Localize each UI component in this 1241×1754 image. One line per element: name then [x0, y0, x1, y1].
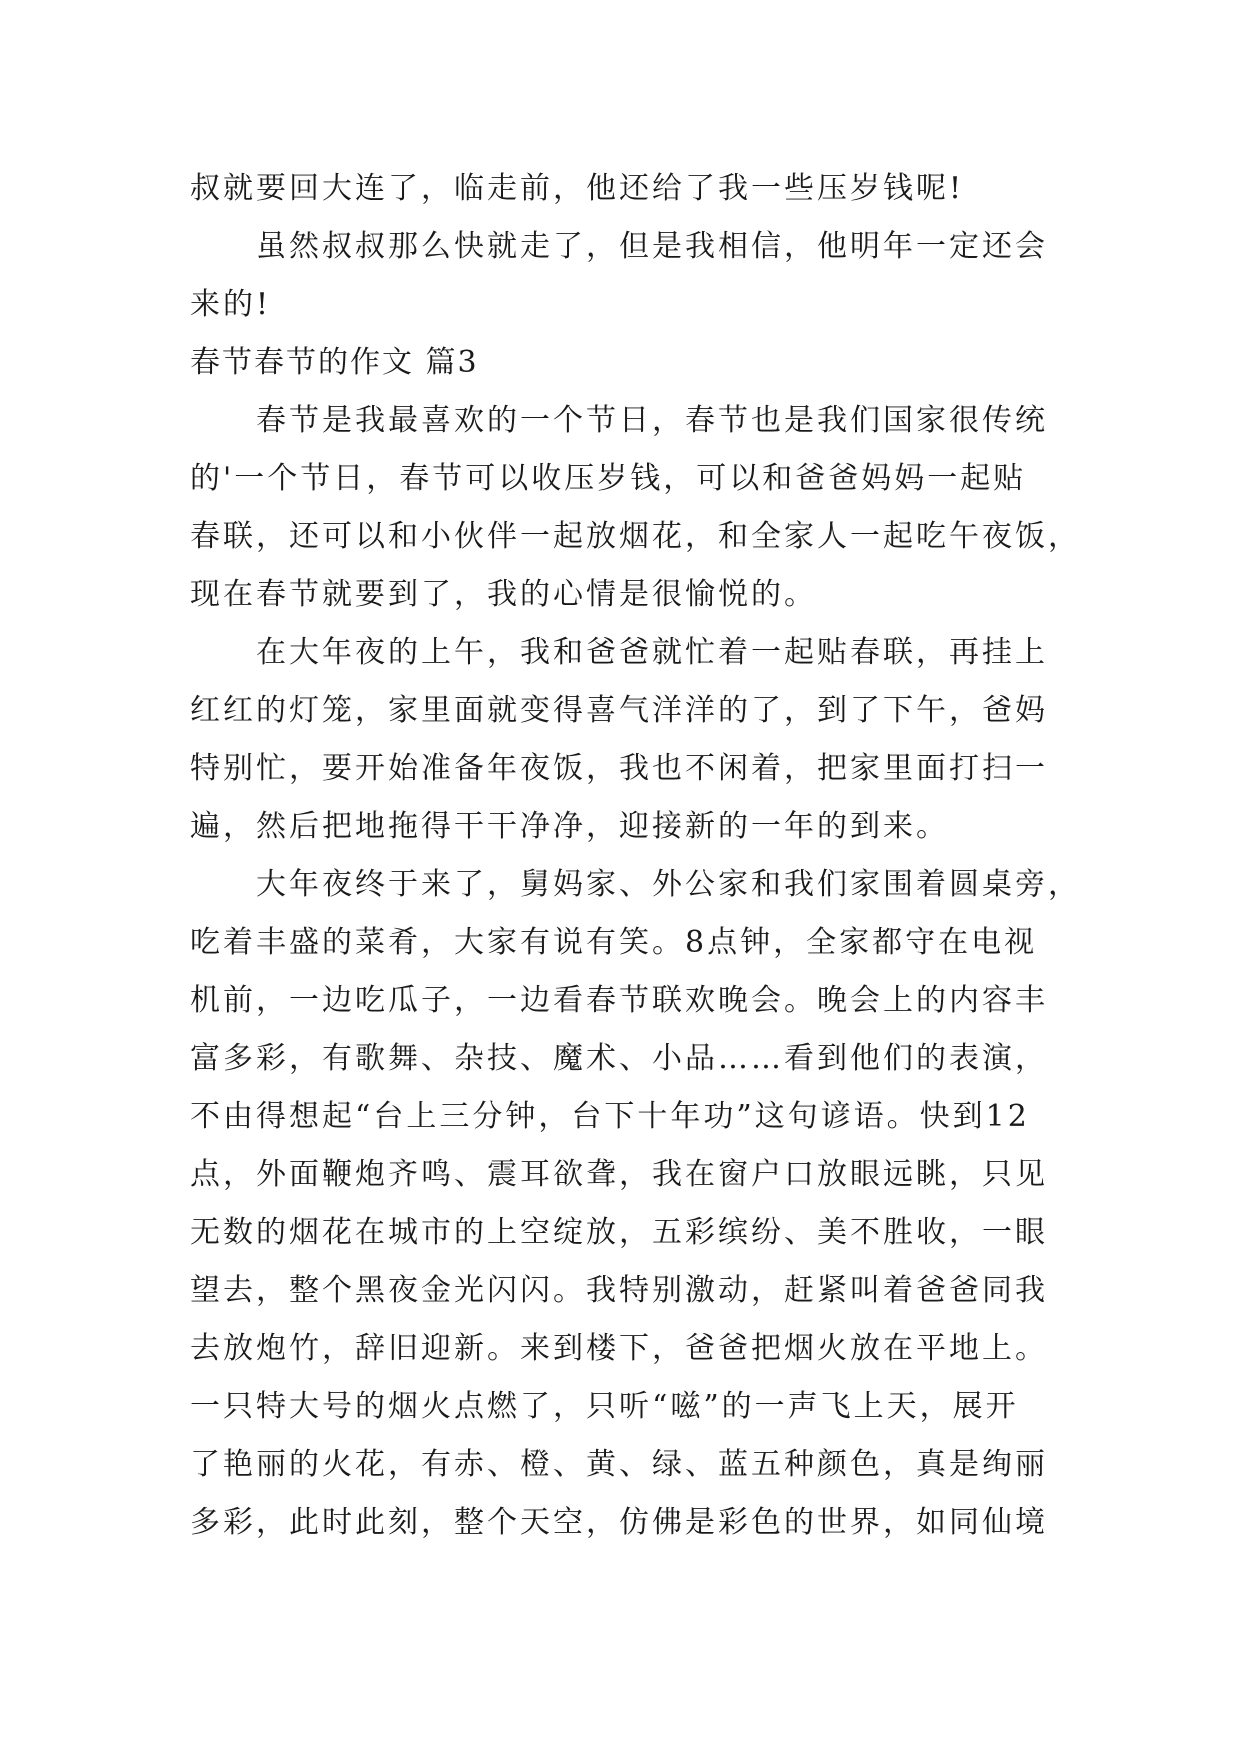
paragraph-start-line: 大年夜终于来了，舅妈家、外公家和我们家围着圆桌旁， [256, 867, 1081, 902]
text-line: 一只特大号的烟火点燃了，只听“嗞”的一声飞上天，展开 [190, 1389, 1019, 1424]
text-line: 了艳丽的火花，有赤、橙、黄、绿、蓝五种颜色，真是绚丽 [190, 1447, 1048, 1482]
paragraph-start-line: 虽然叔叔那么快就走了，但是我相信，他明年一定还会 [256, 229, 1048, 264]
text-line: 的'一个节日，春节可以收压岁钱，可以和爸爸妈妈一起贴 [190, 461, 1027, 496]
text-line: 特别忙，要开始准备年夜饭，我也不闲着，把家里面打扫一 [190, 751, 1048, 786]
text-line: 机前，一边吃瓜子，一边看春节联欢晚会。晚会上的内容丰 [190, 983, 1048, 1018]
document-body [190, 160, 1081, 1552]
text-line: 春联，还可以和小伙伴一起放烟花，和全家人一起吃午夜饭， [190, 519, 1081, 554]
text-line: 去放炮竹，辞旧迎新。来到楼下，爸爸把烟火放在平地上。 [190, 1331, 1048, 1366]
text-line: 望去，整个黑夜金光闪闪。我特别激动，赶紧叫着爸爸同我 [190, 1273, 1048, 1308]
text-line: 红红的灯笼，家里面就变得喜气洋洋的了，到了下午，爸妈 [190, 693, 1048, 728]
text-line: 无数的烟花在城市的上空绽放，五彩缤纷、美不胜收，一眼 [190, 1215, 1048, 1250]
text-line: 点，外面鞭炮齐鸣、震耳欲聋，我在窗户口放眼远眺，只见 [190, 1157, 1048, 1192]
text-line: 来的! [190, 287, 272, 322]
section-heading: 春节春节的作文 篇3 [190, 345, 479, 380]
text-line: 现在春节就要到了，我的心情是很愉悦的。 [190, 577, 817, 612]
text-line: 不由得想起“台上三分钟，台下十年功”这句谚语。快到12 [190, 1099, 1030, 1134]
paragraph-start-line: 在大年夜的上午，我和爸爸就忙着一起贴春联，再挂上 [256, 635, 1048, 670]
text-line: 遍，然后把地拖得干干净净，迎接新的一年的到来。 [190, 809, 949, 844]
text-line: 富多彩，有歌舞、杂技、魔术、小品……看到他们的表演， [190, 1041, 1048, 1076]
text-line: 吃着丰盛的菜肴，大家有说有笑。8点钟，全家都守在电视 [190, 925, 1038, 960]
paragraph-start-line: 春节是我最喜欢的一个节日，春节也是我们国家很传统 [256, 403, 1048, 438]
text-line: 多彩，此时此刻，整个天空，仿佛是彩色的世界，如同仙境 [190, 1505, 1048, 1540]
text-line: 叔就要回大连了，临走前，他还给了我一些压岁钱呢! [190, 171, 965, 206]
